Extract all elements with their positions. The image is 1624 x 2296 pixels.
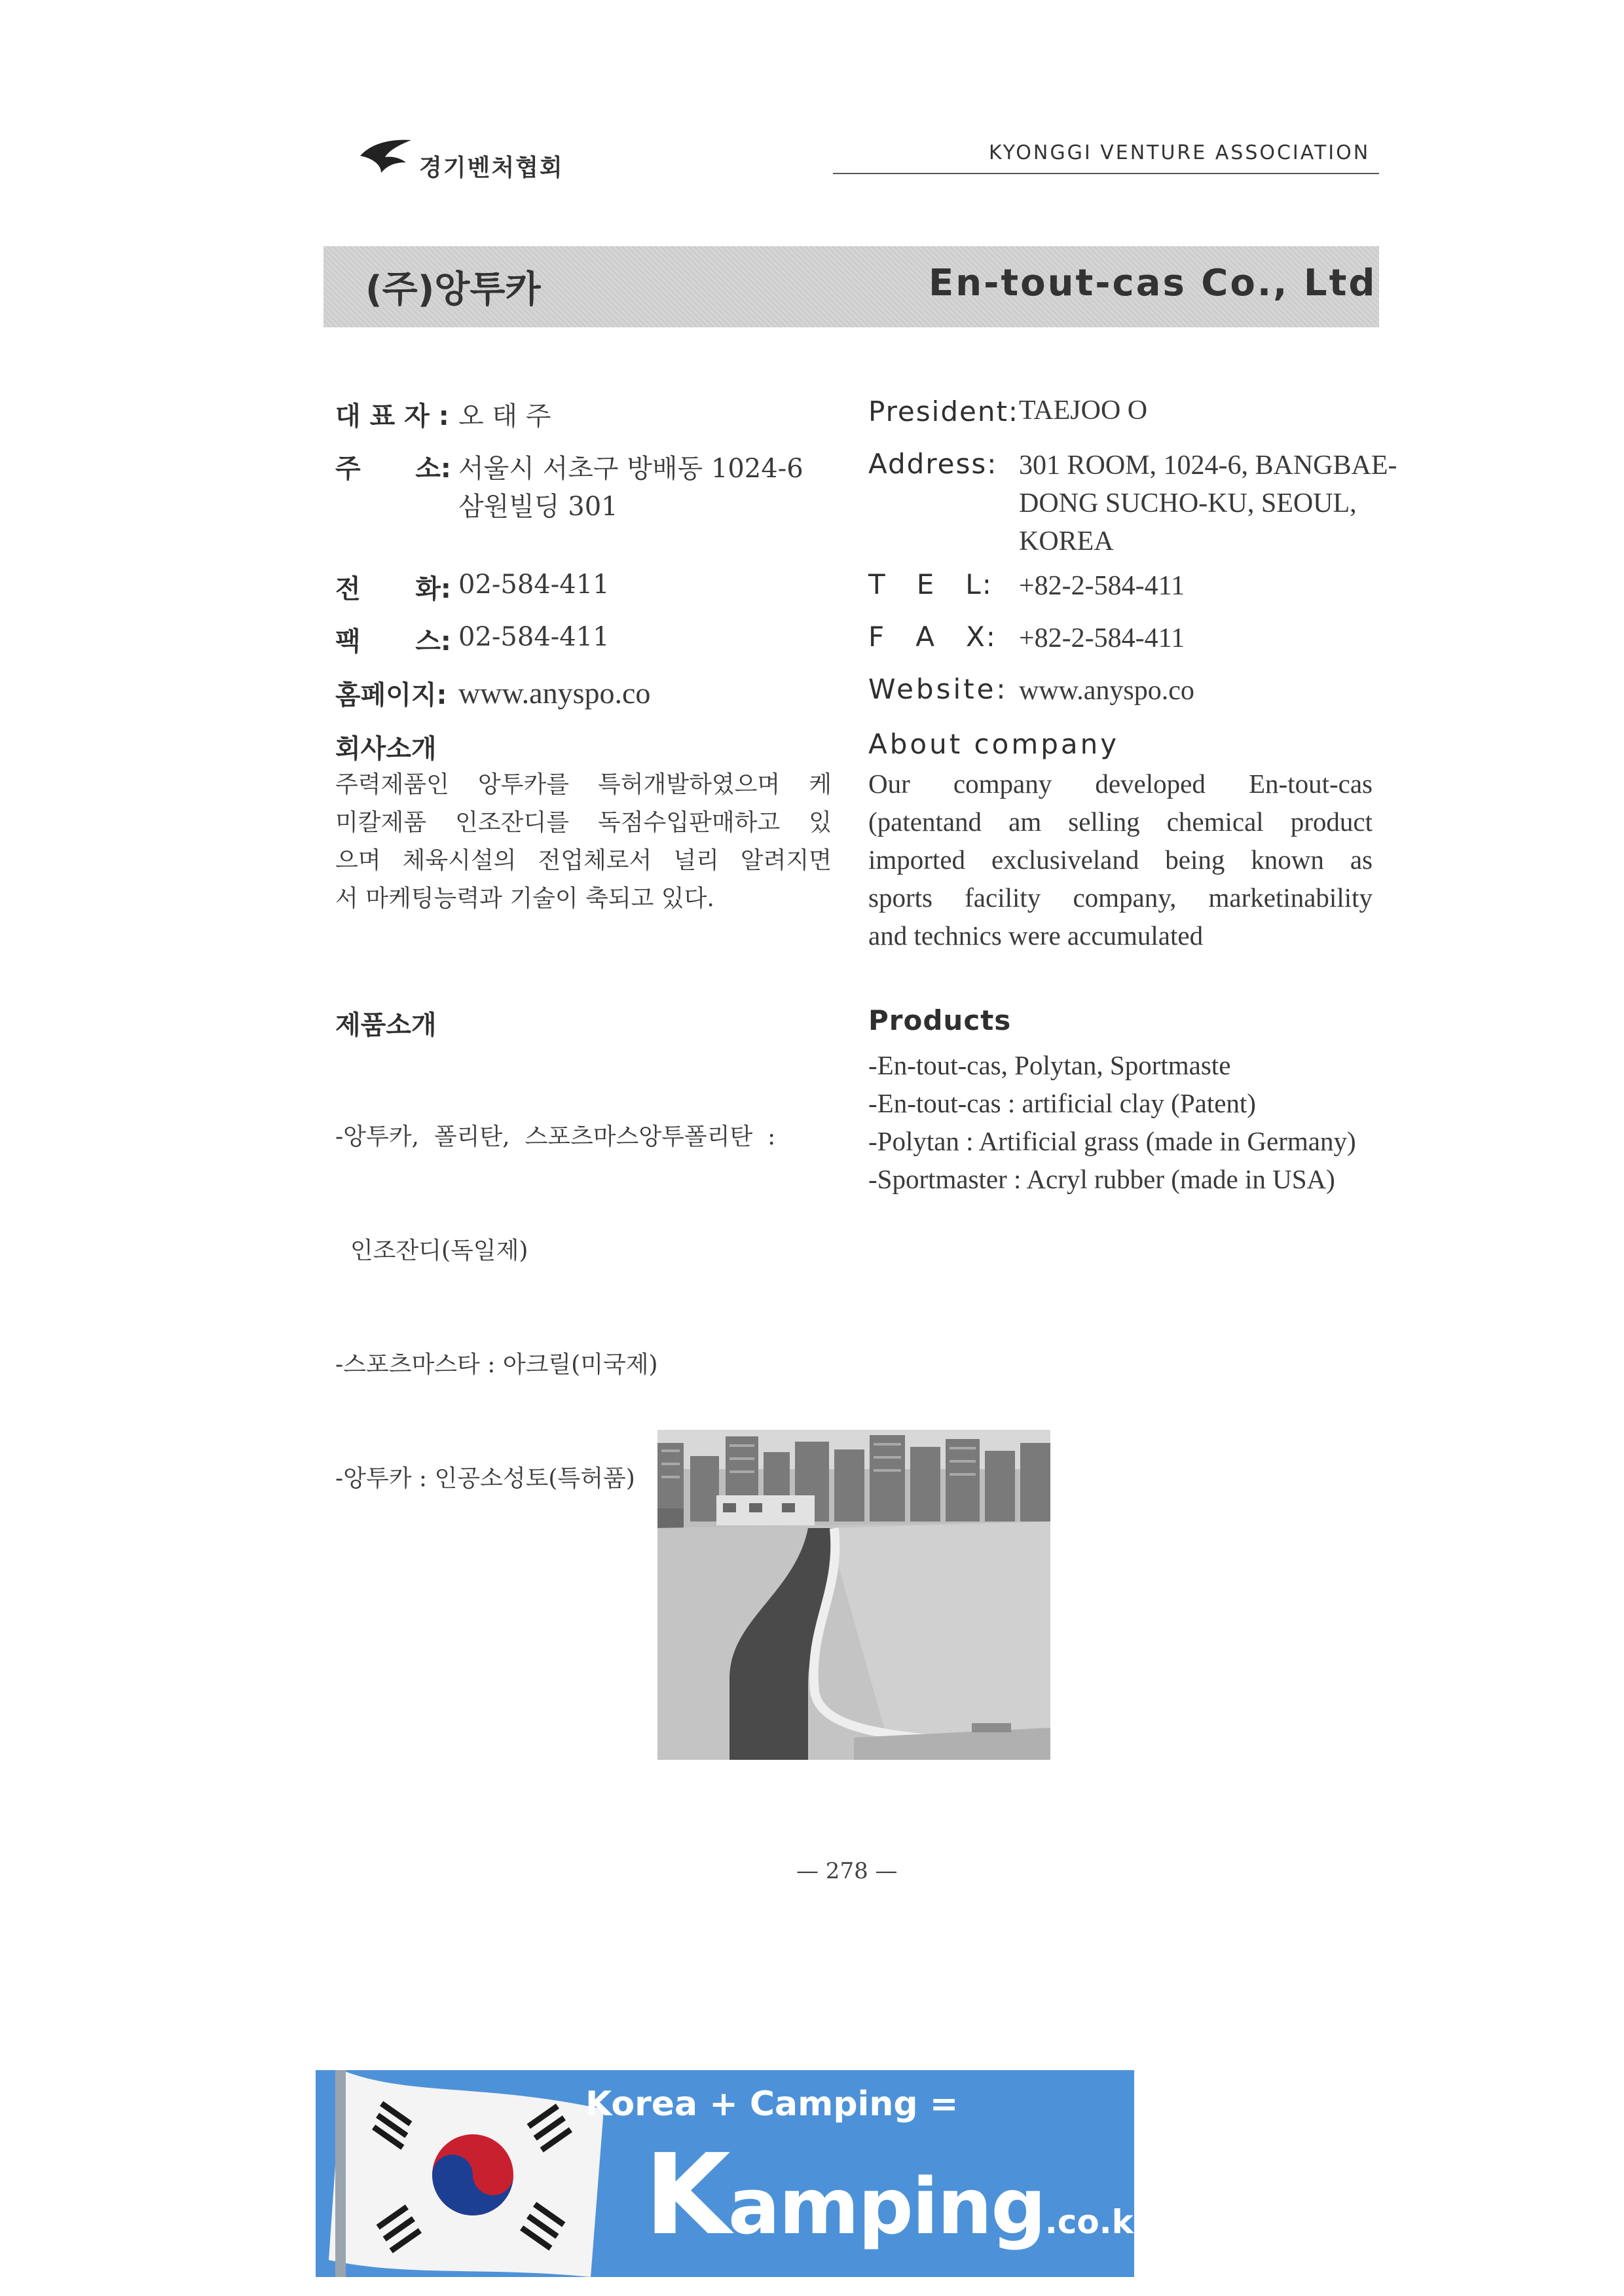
- address-line2-kr: 삼원빌딩 301: [458, 492, 618, 522]
- products-heading-kr: 제품소개: [335, 1010, 437, 1040]
- about-heading-kr: 회사소개: [335, 734, 437, 764]
- about-line-en: imported exclusiveland being known as: [868, 845, 1373, 875]
- address-label-kr: 주 소:: [335, 454, 451, 484]
- product-item-en: -Sportmaster : Acryl rubber (made in USA): [868, 1164, 1335, 1194]
- products-heading-en: Products: [868, 1004, 1012, 1036]
- product-item-kr: 인조잔디(독일제): [335, 1237, 528, 1264]
- product-item-kr: -앙투카 : 인공소성토(특허품): [335, 1465, 635, 1492]
- about-line-kr: 주력제품인 앙투카를 특허개발하였으며 케: [335, 771, 832, 798]
- about-text-kr: [335, 766, 832, 918]
- fax-label-en: F A X:: [868, 621, 997, 653]
- about-line-en: (patentand am selling chemical product: [868, 807, 1373, 837]
- phone-value-kr: 02-584-411: [458, 570, 610, 600]
- representative-label: 대 표 자 :: [335, 401, 449, 431]
- page-number: — 278 —: [796, 1858, 898, 1884]
- fax-label-kr: 팩 스:: [335, 627, 451, 657]
- about-line-kr: 으며 체육시설의 전업체로서 널리 알려지면: [335, 847, 832, 874]
- product-item-kr: -스포츠마스타 : 아크릴(미국제): [335, 1351, 658, 1378]
- about-line-kr: 미칼제품 인조잔디를 독점수입판매하고 있: [335, 809, 832, 836]
- association-name-kr: 경기벤처협회: [419, 155, 564, 181]
- about-line-en: sports facility company, marketinability: [868, 883, 1373, 913]
- product-item-kr: -앙투카, 폴리탄, 스포츠마스앙투폴리탄 :: [335, 1123, 776, 1150]
- about-line-kr: 서 마케팅능력과 기술이 축되고 있다.: [335, 885, 714, 912]
- address-line1-en: 301 ROOM, 1024-6, BANGBAE-: [1019, 450, 1397, 481]
- company-title-kr: (주)앙투카: [365, 268, 541, 311]
- products-list-en: [868, 1046, 1379, 1198]
- president-label: President:: [868, 395, 1020, 428]
- korean-flag-icon: [316, 2070, 630, 2277]
- product-item-en: -En-tout-cas, Polytan, Sportmaste: [868, 1050, 1231, 1080]
- about-line-en: and technics were accumulated: [868, 920, 1204, 951]
- banner-brand-k: K: [644, 2130, 728, 2260]
- address-line3-en: KOREA: [1019, 526, 1114, 556]
- about-text-en: [868, 765, 1373, 955]
- homepage-label-kr: 홈페이지:: [335, 680, 447, 710]
- about-heading-en: About company: [868, 728, 1120, 760]
- website-label-en: Website:: [868, 673, 1008, 705]
- header-divider: [833, 173, 1379, 174]
- fax-value-kr: 02-584-411: [458, 622, 610, 652]
- banner-tagline: Korea + Camping =: [585, 2085, 959, 2124]
- banner-brand-tld: .co.kr: [1044, 2203, 1150, 2241]
- product-photo: [657, 1430, 1050, 1760]
- address-line1-kr: 서울시 서초구 방배동 1024-6: [458, 454, 803, 484]
- swallow-logo-icon: [359, 136, 413, 178]
- banner-brand: [644, 2130, 1150, 2260]
- representative-value: 오 태 주: [458, 401, 551, 431]
- website-link-en[interactable]: www.anyspo.co: [1019, 676, 1194, 706]
- product-item-en: -Polytan : Artificial grass (made in Germany): [868, 1126, 1356, 1156]
- address-line2-en: DONG SUCHO-KU, SEOUL,: [1019, 488, 1357, 519]
- phone-label-kr: 전 화:: [335, 574, 451, 604]
- tel-label-en: T E L:: [868, 568, 993, 600]
- company-title-en: En-tout-cas Co., Ltd: [929, 262, 1377, 304]
- banner-brand-rest: amping: [728, 2161, 1045, 2251]
- president-value: TAEJOO O: [1019, 395, 1148, 426]
- address-label-en: Address:: [868, 448, 998, 480]
- about-line-en: Our company developed En-tout-cas: [868, 769, 1373, 799]
- kamping-banner[interactable]: [316, 2070, 1150, 2277]
- tel-value-en: +82-2-584-411: [1019, 571, 1185, 601]
- homepage-link-kr[interactable]: www.anyspo.co: [458, 676, 651, 710]
- product-item-en: -En-tout-cas : artificial clay (Patent): [868, 1088, 1256, 1118]
- association-name-en: KYONGGI VENTURE ASSOCIATION: [989, 141, 1371, 164]
- fax-value-en: +82-2-584-411: [1019, 623, 1185, 653]
